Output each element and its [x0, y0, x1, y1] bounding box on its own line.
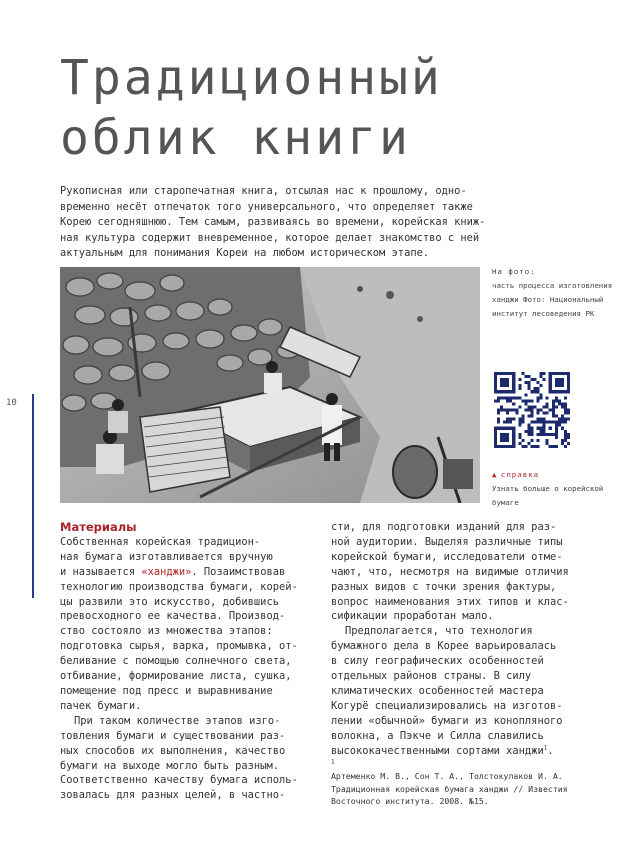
footnote-line	[331, 758, 601, 783]
caption-label: На фото:	[492, 267, 536, 276]
reference-label: справка	[500, 470, 540, 479]
historical-photo	[60, 267, 480, 503]
body-line: Собственная корейская традицион-	[60, 535, 261, 548]
body-line: сификации проработан мало.	[331, 610, 494, 623]
body-text: .	[547, 744, 554, 757]
body-line: помещение под пресс и выравнивание	[60, 684, 273, 697]
body-text: . Позаимствовав	[191, 565, 286, 578]
page-number: 10	[6, 398, 17, 408]
footnote-line: Восточного института. 2008. №15.	[331, 796, 489, 807]
body-line: климатических особенностей мастера	[331, 684, 544, 697]
footnote-line: Традиционная корейская бумага ханджи // Известия	[331, 783, 568, 794]
reference-text: бумаге	[492, 498, 519, 507]
caption-line: институт лесоведения РК	[492, 309, 595, 318]
body-line: Когурё специализировались на изготов-	[331, 699, 563, 712]
body-text: и называется	[60, 565, 142, 578]
body-text: высококачественными сортами ханджи	[331, 744, 544, 757]
footnote-text: Артеменко М. В., Сон Т. А., Толстокулаков И. А.	[331, 771, 563, 782]
body-line: волокна, а Пэкче и Силла славились	[331, 729, 544, 742]
reference-text: Узнать больше о корейской	[492, 484, 604, 493]
triangle-up-icon: ▲	[492, 470, 497, 479]
page-title	[60, 48, 443, 168]
margin-rule	[32, 394, 34, 598]
body-line: лении «обычной» бумаги из конопляного	[331, 714, 563, 727]
term-handzhi: «ханджи»	[141, 565, 192, 578]
body-line: ство состояло из множества этапов:	[60, 625, 273, 638]
reference-block[interactable]	[492, 468, 603, 510]
lead-paragraph	[60, 184, 510, 262]
body-line: подготовка сырья, варка, промывка, от-	[60, 640, 298, 653]
text-column-left	[60, 520, 315, 803]
caption-line: ханджи Фото: Национальный	[492, 295, 604, 304]
lead-line: временно несёт отпечаток того универсального, что определяет также	[60, 200, 473, 213]
body-line: бумажного дела в Корее варьировалась	[331, 640, 557, 653]
lead-line: Рукописная или старопечатная книга, отсылая нас к прошлому, одно-	[60, 185, 467, 197]
title-line-2: облик книги	[60, 110, 411, 166]
body-line: бумаги на выходе могло быть разным.	[60, 759, 279, 772]
lead-line: актуальным для понимания Кореи на любом историческом этапе.	[60, 247, 430, 260]
footnote	[331, 758, 601, 808]
text-column-right	[331, 520, 591, 759]
body-line: При таком количестве этапов изго-	[74, 714, 281, 727]
body-line: отбивание, формирование листа, сушка,	[60, 670, 292, 683]
title-line-1: Традиционный	[60, 50, 443, 106]
section-heading: Материалы	[60, 520, 137, 534]
body-line: ная бумага изготавливается вручную	[60, 550, 273, 563]
footnote-ref[interactable]: 1	[543, 744, 548, 752]
body-line: ной аудитории. Выделяя различные типы	[331, 535, 563, 548]
body-line: сти, для подготовки изданий для раз-	[331, 521, 557, 533]
body-line: в силу географических особенностей	[331, 655, 544, 668]
body-line: корейской бумаги, исследователи отме-	[331, 550, 563, 563]
body-line: беливание с помощью солнечного света,	[60, 655, 292, 668]
body-line: товления бумаги и существовании раз-	[60, 729, 286, 742]
body-line: зовалась для разных целей, в частно-	[60, 789, 286, 802]
lead-line: ная культура содержит вневременное, которое делает знакомство с ней	[60, 231, 480, 244]
body-line	[60, 565, 315, 580]
footnote-mark: 1	[331, 758, 335, 766]
body-line: вопрос наименования этих типов и клас-	[331, 595, 569, 608]
body-line: цы развили это искусство, добившись	[60, 595, 279, 608]
body-line: технологию производства бумаги, корей-	[60, 580, 298, 593]
lead-line: Корею сегодняшнюю. Тем самым, развиваясь во времени, корейская книж-	[60, 216, 486, 229]
body-line	[331, 744, 591, 759]
body-line: пачек бумаги.	[60, 699, 142, 712]
body-line: Соответственно качеству бумага исполь-	[60, 774, 298, 787]
photo-caption	[492, 265, 637, 321]
caption-line: часть процесса изготовления	[492, 281, 613, 290]
body-line: ных способов их выполнения, качество	[60, 744, 286, 757]
body-line: Предполагается, что технология	[345, 625, 533, 638]
body-line: чают, что, несмотря на видимые отличия	[331, 565, 569, 578]
qr-code[interactable]	[494, 372, 570, 448]
body-line: разных видов с точки зрения фактуры,	[331, 580, 557, 593]
body-line: отдельных районов страны. В силу	[331, 670, 532, 683]
body-line: превосходного ее качества. Производ-	[60, 610, 286, 623]
